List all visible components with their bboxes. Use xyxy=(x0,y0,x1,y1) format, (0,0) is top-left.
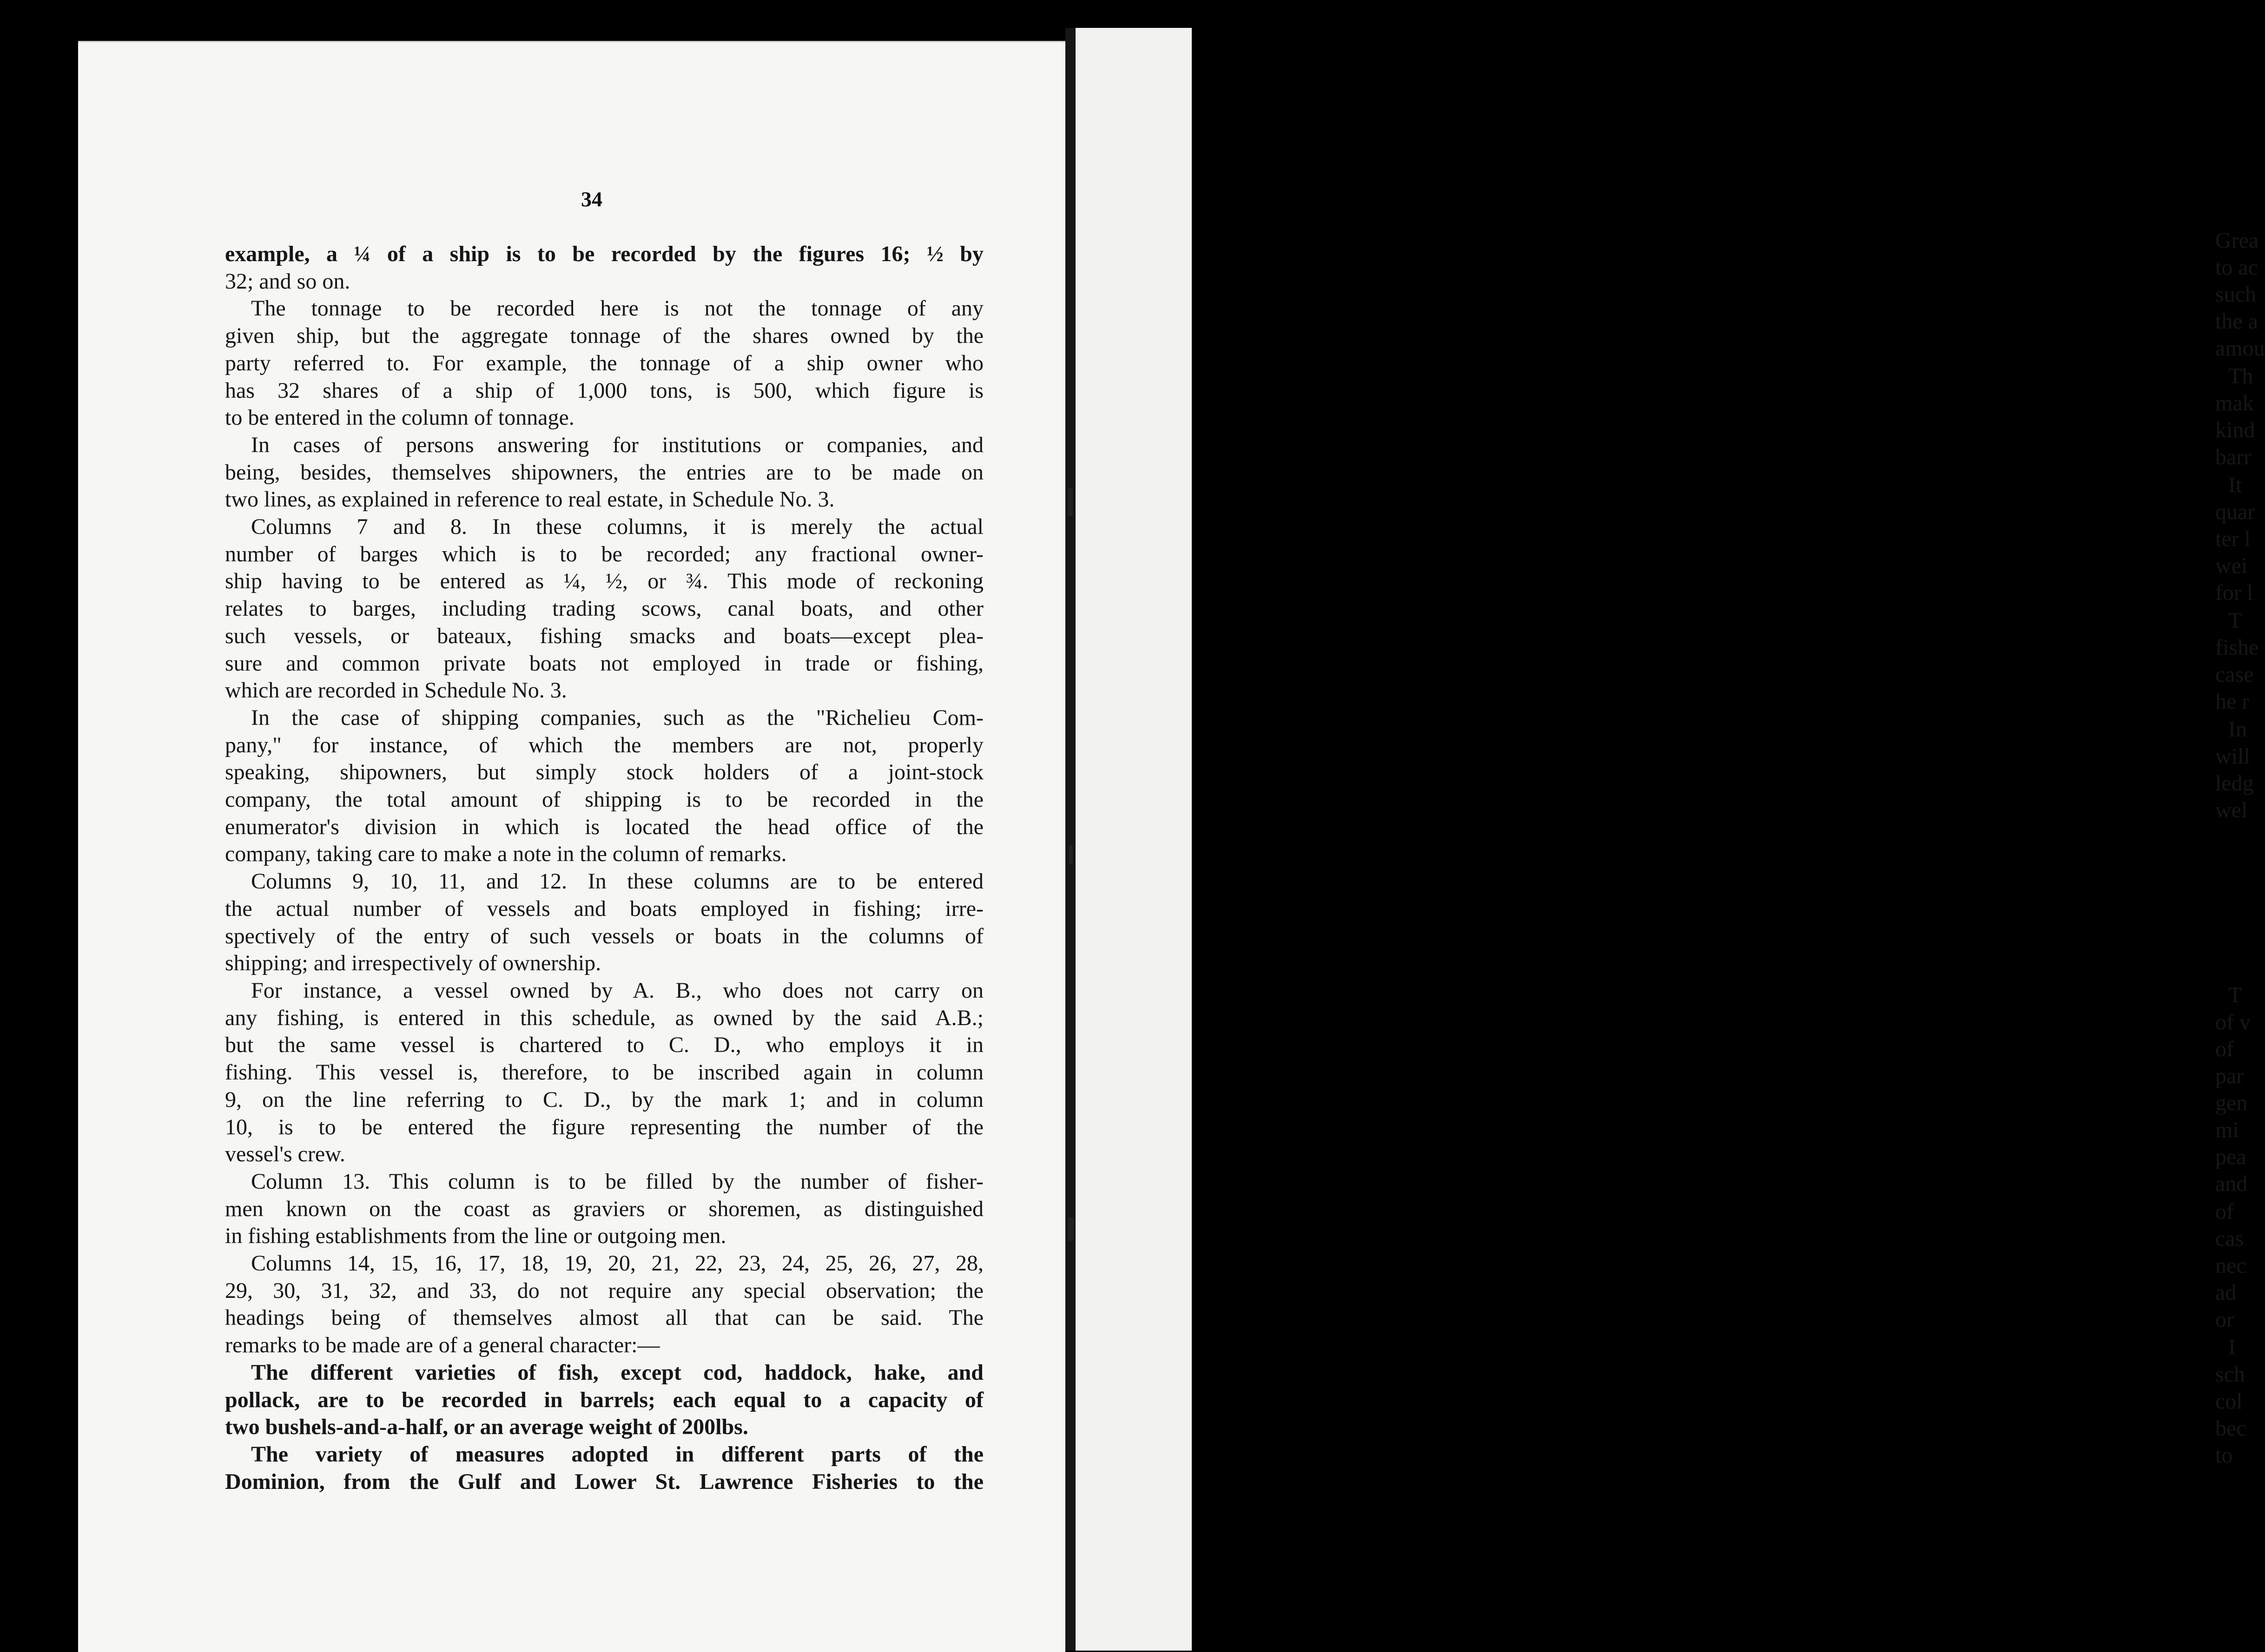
right-page-fragment: of v xyxy=(2215,1010,2251,1034)
text-line: two bushels-and-a-half, or an average weight of 200lbs. xyxy=(225,1415,748,1440)
text-line: given ship, but the aggregate tonnage of the shares owned by the xyxy=(225,323,984,349)
text-line: 10, is to be entered the figure representing the number of the xyxy=(225,1114,984,1139)
right-page-fragment: Grea xyxy=(2215,228,2259,253)
right-page-fragment: will xyxy=(2215,744,2250,769)
text-line: remarks to be made are of a general character:— xyxy=(225,1333,660,1358)
right-page-fragment: to xyxy=(2215,1443,2233,1468)
right-page-fragment: par xyxy=(2215,1064,2244,1088)
text-line: company, taking care to make a note in the column of remarks. xyxy=(225,842,787,867)
right-page-fragment: case xyxy=(2215,662,2254,687)
text-line: men known on the coast as graviers or shoremen, as distinguished xyxy=(225,1196,984,1221)
scan-mark xyxy=(1068,488,1073,516)
text-line: 29, 30, 31, 32, and 33, do not require any special observation; the xyxy=(225,1278,984,1303)
text-line: 32; and so on. xyxy=(225,269,350,294)
right-page-fragment: cas xyxy=(2215,1226,2244,1251)
right-page-fragment: wel xyxy=(2215,798,2248,823)
text-line: such vessels, or bateaux, fishing smacks and boats—except plea- xyxy=(225,623,984,648)
right-page-fragment: kind xyxy=(2215,418,2255,442)
text-line: pany," for instance, of which the members are not, properly xyxy=(225,732,984,757)
right-page-fragment: of xyxy=(2215,1199,2234,1224)
right-page-fragment: In xyxy=(2228,717,2247,742)
right-page-fragment: Th xyxy=(2228,364,2253,388)
text-line: In the case of shipping companies, such as the "Richelieu Com- xyxy=(251,705,984,730)
text-line: has 32 shares of a ship of 1,000 tons, is 500, which figure is xyxy=(225,378,984,403)
scan-mark xyxy=(1069,846,1073,864)
text-line: headings being of themselves almost all that can be said. The xyxy=(225,1305,984,1330)
text-line: Columns 14, 15, 16, 17, 18, 19, 20, 21, 22, 23, 24, 25, 26, 27, 28, xyxy=(251,1251,984,1276)
right-page-fragment: T xyxy=(2228,983,2242,1007)
text-line: company, the total amount of shipping is to be recorded in the xyxy=(225,787,984,812)
text-line: vessel's crew. xyxy=(225,1142,345,1167)
text-line: Columns 9, 10, 11, and 12. In these columns are to be entered xyxy=(251,869,984,894)
right-page-fragment: he r xyxy=(2215,689,2250,714)
right-page-fragment: to ac xyxy=(2215,255,2258,280)
text-line: The variety of measures adopted in different parts of the xyxy=(251,1441,984,1467)
text-line: speaking, shipowners, but simply stock holders of a joint-stock xyxy=(225,760,984,785)
text-line: 9, on the line referring to C. D., by the mark 1; and in column xyxy=(225,1087,984,1112)
right-page-fragment: It xyxy=(2228,473,2242,497)
right-page-fragment: of xyxy=(2215,1037,2234,1061)
text-line: in fishing establishments from the line or outgoing men. xyxy=(225,1224,726,1249)
text-line: In cases of persons answering for institutions or companies, and xyxy=(251,432,984,457)
right-page-fragment: barr xyxy=(2215,445,2252,469)
text-line: Dominion, from the Gulf and Lower St. Lawrence Fisheries to the xyxy=(225,1469,984,1494)
right-page-fragment: and xyxy=(2215,1172,2248,1196)
right-page-fragment: ter l xyxy=(2215,527,2251,551)
text-line: relates to barges, including trading scows, canal boats, and other xyxy=(225,596,984,621)
right-page-fragment: gen xyxy=(2215,1091,2248,1115)
text-line: to be entered in the column of tonnage. xyxy=(225,405,575,430)
right-page-fragment: col xyxy=(2215,1389,2243,1414)
text-line: example, a ¼ of a ship is to be recorded by the figures 16; ½ by xyxy=(225,242,984,266)
text-line: pollack, are to be recorded in barrels; each equal to a capacity of xyxy=(225,1387,984,1412)
right-page-fragment: or xyxy=(2215,1307,2234,1332)
right-page-fragment: mak xyxy=(2215,391,2254,415)
page-number: 34 xyxy=(581,187,602,211)
right-page-fragment: pea xyxy=(2215,1145,2246,1169)
right-page-fragment: sch xyxy=(2215,1362,2245,1387)
text-line: fishing. This vessel is, therefore, to be inscribed again in column xyxy=(225,1060,984,1085)
text-line: any fishing, is entered in this schedule, as owned by the said A.B.; xyxy=(225,1005,984,1030)
text-line: The different varieties of fish, except cod, haddock, hake, and xyxy=(251,1360,984,1385)
right-page-fragment: for l xyxy=(2215,580,2253,605)
text-line: two lines, as explained in reference to real estate, in Schedule No. 3. xyxy=(225,487,835,512)
text-line: enumerator's division in which is located the head office of the xyxy=(225,814,984,839)
right-page-fragment: ledg xyxy=(2215,771,2254,796)
text-line: party referred to. For example, the tonnage of a ship owner who xyxy=(225,350,984,375)
text-line: which are recorded in Schedule No. 3. xyxy=(225,678,567,703)
text-line: ship having to be entered as ¼, ½, or ¾. This mode of reckoning xyxy=(225,569,984,594)
right-page xyxy=(1076,28,2265,1651)
right-page-fragment: the a xyxy=(2215,309,2258,334)
right-page-fragment: bec xyxy=(2215,1416,2246,1441)
text-line: being, besides, themselves shipowners, the entries are to be made on xyxy=(225,460,984,485)
right-page-fragment: I xyxy=(2228,1335,2236,1360)
text-line: shipping; and irrespectively of ownership. xyxy=(225,951,601,976)
page-gutter xyxy=(1065,28,1076,1651)
right-page-fragment: quar xyxy=(2215,500,2255,524)
body-text xyxy=(225,241,984,1495)
right-page-fragment: T xyxy=(2228,608,2242,633)
text-line: sure and common private boats not employed in trade or fishing, xyxy=(225,651,984,676)
right-page-fragment: such xyxy=(2215,282,2256,307)
text-line: The tonnage to be recorded here is not the tonnage of any xyxy=(251,296,984,321)
text-line: spectively of the entry of such vessels or boats in the columns of xyxy=(225,923,984,948)
right-page-fragment: mi xyxy=(2215,1118,2239,1142)
text-line: Column 13. This column is to be filled by the number of fisher- xyxy=(251,1169,984,1194)
right-page-fragment: nec xyxy=(2215,1253,2246,1278)
right-page-fragment: wei xyxy=(2215,553,2248,578)
scan-mark xyxy=(1068,1218,1074,1241)
text-line: number of barges which is to be recorded; any fractional owner- xyxy=(225,541,984,566)
text-line: For instance, a vessel owned by A. B., who does not carry on xyxy=(251,978,984,1003)
right-page-fragment: amou xyxy=(2215,336,2265,361)
text-line: but the same vessel is chartered to C. D., who employs it in xyxy=(225,1033,984,1058)
text-line: the actual number of vessels and boats employed in fishing; irre- xyxy=(225,896,984,921)
right-page-fragment: fishe xyxy=(2215,635,2259,660)
text-line: Columns 7 and 8. In these columns, it is merely the actual xyxy=(251,514,984,540)
right-page-fragment: ad xyxy=(2215,1280,2237,1305)
